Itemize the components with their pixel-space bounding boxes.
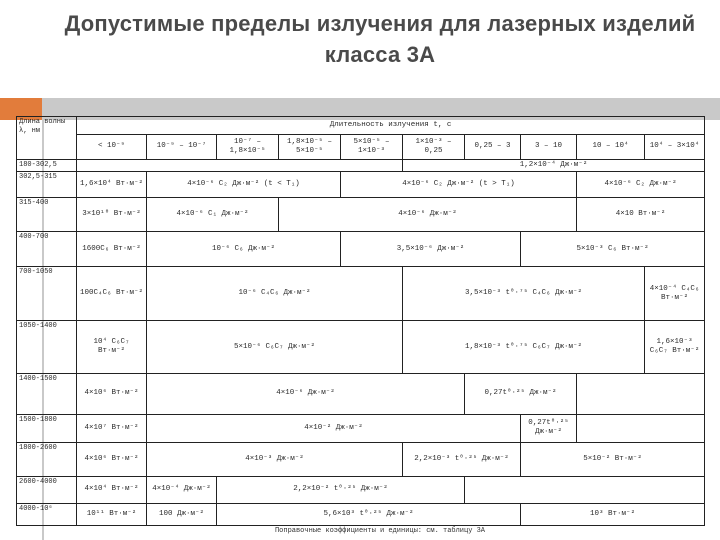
table-row (17, 477, 705, 503)
table-cell: 4×10⁻⁶ Дж·м⁻² (147, 374, 465, 414)
table-cell: 10¹¹ Вт·м⁻² (77, 503, 147, 525)
table-cell (465, 477, 705, 503)
table-cell: 4×10⁻⁴ Дж·м⁻² (147, 477, 217, 503)
table-cell: 4×10⁻⁶ C₂ Дж·м⁻² (t < T₁) (147, 171, 341, 197)
duration-col-3: 1,8×10⁻⁵ – 5×10⁻⁵ (279, 135, 341, 159)
table-cell: 100 Дж·м⁻² (147, 503, 217, 525)
duration-col-4: 5×10⁻⁵ – 1×10⁻³ (341, 135, 403, 159)
table-cell: 10⁴ C₆C₇ Вт·м⁻² (77, 321, 147, 374)
table-cell: 5×10⁻² Вт·м⁻² (521, 442, 705, 476)
table-cell: 4×10⁻⁶ C₂ Дж·м⁻² (t > T₁) (341, 171, 577, 197)
row-wavelength: 302,5-315 (17, 171, 77, 197)
row-wavelength: 1400-1500 (17, 374, 77, 414)
table-cell: 2,2×10⁻³ t⁰·²⁵ Дж·м⁻² (403, 442, 521, 476)
table-cell: 100C₄C₆ Вт·м⁻² (77, 266, 147, 321)
duration-col-9: 10⁴ – 3×10⁴ (645, 135, 705, 159)
duration-col-2: 10⁻⁷ – 1,8×10⁻⁵ (217, 135, 279, 159)
duration-col-0: < 10⁻⁹ (77, 135, 147, 159)
table-cell: 0,27t⁰·²⁵ Дж·м⁻² (521, 414, 577, 442)
table-cell (577, 374, 705, 414)
table-cell: 4×10⁷ Вт·м⁻² (77, 414, 147, 442)
table-cell: 4×10⁻² Дж·м⁻² (147, 414, 521, 442)
table-row (17, 197, 705, 231)
table-row (17, 503, 705, 525)
limits-table (16, 116, 704, 526)
table-cell: 1600C₆ Вт·м⁻² (77, 232, 147, 266)
row-wavelength: 1500-1800 (17, 414, 77, 442)
table-cell: 10⁻⁶ C₆ Дж·м⁻² (147, 232, 341, 266)
row-wavelength: 400-700 (17, 232, 77, 266)
table-cell (77, 159, 403, 171)
table-cell: 4×10⁶ Вт·м⁻² (77, 374, 147, 414)
limits-table-grid (16, 116, 705, 526)
table-cell: 4×10 Вт·м⁻² (577, 197, 705, 231)
table-cell: 4×10⁶ Вт·м⁻² (77, 442, 147, 476)
table-row (17, 321, 705, 374)
table-cell: 1,8×10⁻³ t⁰·⁷⁵ C₆C₇ Дж·м⁻² (403, 321, 645, 374)
table-row (17, 414, 705, 442)
table-cell: 0,27t⁰·²⁵ Дж·м⁻² (465, 374, 577, 414)
wavelength-header: Длина волны λ, нм (17, 117, 77, 160)
row-wavelength: 315-400 (17, 197, 77, 231)
table-cell: 1,2×10⁻⁴ Дж·м⁻² (403, 159, 705, 171)
table-row (17, 374, 705, 414)
table-footnote: Поправочные коэффициенты и единицы: см. таблицу 3А (274, 527, 486, 535)
duration-col-5: 1×10⁻³ – 0,25 (403, 135, 465, 159)
table-row (17, 266, 705, 321)
table-cell: 3,5×10⁻⁶ Дж·м⁻² (341, 232, 521, 266)
duration-col-6: 0,25 – 3 (465, 135, 521, 159)
row-wavelength: 1050-1400 (17, 321, 77, 374)
table-cell: 1,6×10⁻³ C₆C₇ Вт·м⁻² (645, 321, 705, 374)
table-cell: 4×10⁻⁶ C₂ Дж·м⁻² (577, 171, 705, 197)
table-cell: 5,6×10³ t⁰·²⁵ Дж·м⁻² (217, 503, 521, 525)
table-row (17, 232, 705, 266)
row-wavelength: 700-1050 (17, 266, 77, 321)
table-cell: 3,5×10⁻³ t⁰·⁷⁵ C₄C₆ Дж·м⁻² (403, 266, 645, 321)
table-cell (577, 414, 705, 442)
table-row (17, 171, 705, 197)
table-cell: 4×10⁻⁶ Дж·м⁻² (279, 197, 577, 231)
table-cell: 10³ Вт·м⁻² (521, 503, 705, 525)
table-cell: 4×10⁻⁴ C₄C₆ Вт·м⁻² (645, 266, 705, 321)
duration-col-1: 10⁻⁹ – 10⁻⁷ (147, 135, 217, 159)
table-cell: 1,6×10⁴ Вт·м⁻² (77, 171, 147, 197)
duration-header: Длительность излучения t, с (77, 117, 705, 135)
row-wavelength: 4000-10⁶ (17, 503, 77, 525)
table-cell: 5×10⁻³ C₆ Вт·м⁻² (521, 232, 705, 266)
table-cell: 3×10¹⁰ Вт·м⁻² (77, 197, 147, 231)
slide-title: Допустимые пределы излучения для лазерных изделий класса 3А (64, 11, 696, 67)
table-cell: 10⁻⁶ C₄C₆ Дж·м⁻² (147, 266, 403, 321)
row-wavelength: 1800-2600 (17, 442, 77, 476)
table-cell: 5×10⁻⁶ C₆C₇ Дж·м⁻² (147, 321, 403, 374)
row-wavelength: 2600-4000 (17, 477, 77, 503)
table-cell: 4×10⁻³ Дж·м⁻² (147, 442, 403, 476)
table-row (17, 442, 705, 476)
table-row (17, 159, 705, 171)
duration-col-8: 10 – 10⁴ (577, 135, 645, 159)
row-wavelength: 180-302,5 (17, 159, 77, 171)
table-cell: 2,2×10⁻² t⁰·²⁵ Дж·м⁻² (217, 477, 465, 503)
table-cell: 4×10⁻⁶ C₁ Дж·м⁻² (147, 197, 279, 231)
duration-col-7: 3 – 10 (521, 135, 577, 159)
table-cell: 4×10⁴ Вт·м⁻² (77, 477, 147, 503)
